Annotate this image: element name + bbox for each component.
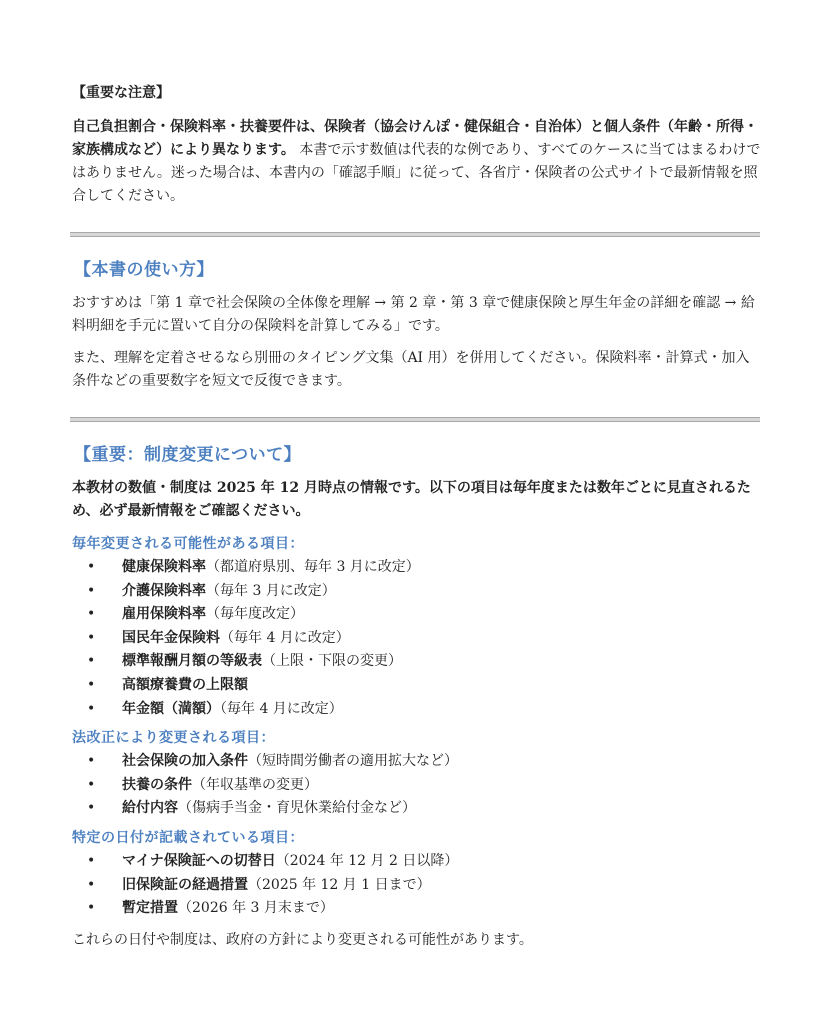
- bullet-icon: •: [87, 653, 96, 670]
- section-divider: [70, 232, 760, 237]
- bullet-icon: •: [87, 753, 96, 770]
- bullet-icon: •: [87, 852, 96, 869]
- item-label: マイナ保険証への切替日: [122, 852, 276, 869]
- item-note: （傷病手当金・育児休業給付金など）: [178, 800, 416, 817]
- bullet-icon: •: [87, 606, 96, 623]
- list-item: [72, 797, 762, 821]
- item-label: 介護保険料率: [122, 582, 206, 599]
- bullet-icon: •: [87, 900, 96, 917]
- item-note: （2026 年 3 月末まで）: [178, 900, 334, 917]
- page-content: [72, 82, 762, 961]
- list-item: [72, 627, 762, 651]
- item-note: （年収基準の変更）: [192, 776, 318, 793]
- changes-section: [72, 440, 762, 952]
- bullet-icon: •: [87, 776, 96, 793]
- list-item: [72, 897, 762, 921]
- item-label: 給付内容: [122, 800, 178, 817]
- notice-body: [72, 116, 762, 208]
- group-title-legal: 法改正により変更される項目：: [72, 730, 275, 747]
- bullet-icon: •: [87, 582, 96, 599]
- list-item: [72, 674, 762, 698]
- item-note: （毎年度改定）: [206, 606, 304, 623]
- notice-normal-text: 本書で示す数値は代表的な例であり、すべてのケースに当てはまるわけではありません。迷った場合は、本書内の「確認手順」に従って、各省庁・保険者の公式サイトで最新情報を照合してください。: [72, 142, 761, 204]
- notice-bold-text: 自己負担割合・保険料率・扶養要件は、保険者（協会けんぽ・健保組合・自治体）と個人条件（年齢・所得・家族構成など）により異なります。: [72, 119, 758, 158]
- bullet-icon: •: [87, 876, 96, 893]
- changes-footer: これらの日付や制度は、政府の方針により変更される可能性があります。: [72, 931, 533, 948]
- item-note: （毎年 4 月に改定）: [220, 700, 343, 717]
- item-note: （上限・下限の変更）: [262, 653, 402, 670]
- item-note: （都道府県別、毎年 3 月に改定）: [206, 559, 420, 575]
- group-title-dates: 特定の日付が記載されている項目：: [72, 829, 304, 846]
- item-note: （短時間労働者の適用拡大など）: [248, 753, 458, 770]
- usage-paragraph-1: おすすめは「第 1 章で社会保険の全体像を理解 → 第 2 章・第 3 章で健康保険と厚生年金の詳細を確認 → 給料明細を手元に置いて自分の保険料を計算してみる」です。: [72, 295, 755, 334]
- changes-heading: 【重要：制度変更について】: [74, 445, 302, 465]
- group-title-annual: 毎年変更される可能性がある項目：: [72, 536, 304, 552]
- item-label: 標準報酬月額の等級表: [122, 653, 262, 670]
- list-item: [72, 874, 762, 898]
- item-label: 社会保険の加入条件: [122, 753, 248, 770]
- item-note: （2025 年 12 月 1 日まで）: [248, 876, 431, 893]
- annual-change-list: [72, 556, 762, 721]
- item-label: 年金額（満額）: [122, 700, 220, 717]
- bullet-icon: •: [87, 700, 96, 717]
- list-item: [72, 556, 762, 580]
- usage-section: [72, 255, 762, 393]
- item-label: 暫定措置: [122, 900, 178, 917]
- item-label: 国民年金保険料: [122, 629, 220, 646]
- item-label: 高額療養費の上限額: [122, 676, 248, 693]
- item-note: （2024 年 12 月 2 日以降）: [275, 852, 459, 869]
- item-label: 扶養の条件: [122, 776, 192, 793]
- list-item: [72, 698, 762, 722]
- item-label: 雇用保険料率: [122, 606, 206, 623]
- list-item: [72, 750, 762, 774]
- usage-heading: 【本書の使い方】: [74, 260, 214, 280]
- item-note: （毎年 3 月に改定）: [206, 582, 336, 599]
- list-item: [72, 580, 762, 604]
- list-item: [72, 774, 762, 798]
- item-label: 健康保険料率: [122, 559, 206, 575]
- item-label: 旧保険証の経過措置: [122, 876, 248, 893]
- usage-paragraph-2: また、理解を定着させるなら別冊のタイピング文集（AI 用）を併用してください。保険料率・計算式・加入条件などの重要数字を短文で反復できます。: [72, 350, 750, 389]
- item-note: （毎年 4 月に改定）: [220, 629, 350, 646]
- bullet-icon: •: [87, 800, 96, 817]
- list-item: [72, 650, 762, 674]
- list-item: [72, 603, 762, 627]
- notice-title: 【重要な注意】: [72, 85, 170, 101]
- legal-change-list: [72, 750, 762, 821]
- bullet-icon: •: [87, 629, 96, 646]
- bullet-icon: •: [87, 676, 96, 693]
- notice-section: [72, 82, 762, 208]
- date-change-list: [72, 850, 762, 921]
- changes-intro: 本教材の数値・制度は 2025 年 12 月時点の情報です。以下の項目は毎年度または数年ごとに見直されるため、必ず最新情報をご確認ください。: [72, 480, 751, 519]
- list-item: [72, 850, 762, 874]
- section-divider: [70, 417, 760, 422]
- bullet-icon: •: [87, 559, 96, 575]
